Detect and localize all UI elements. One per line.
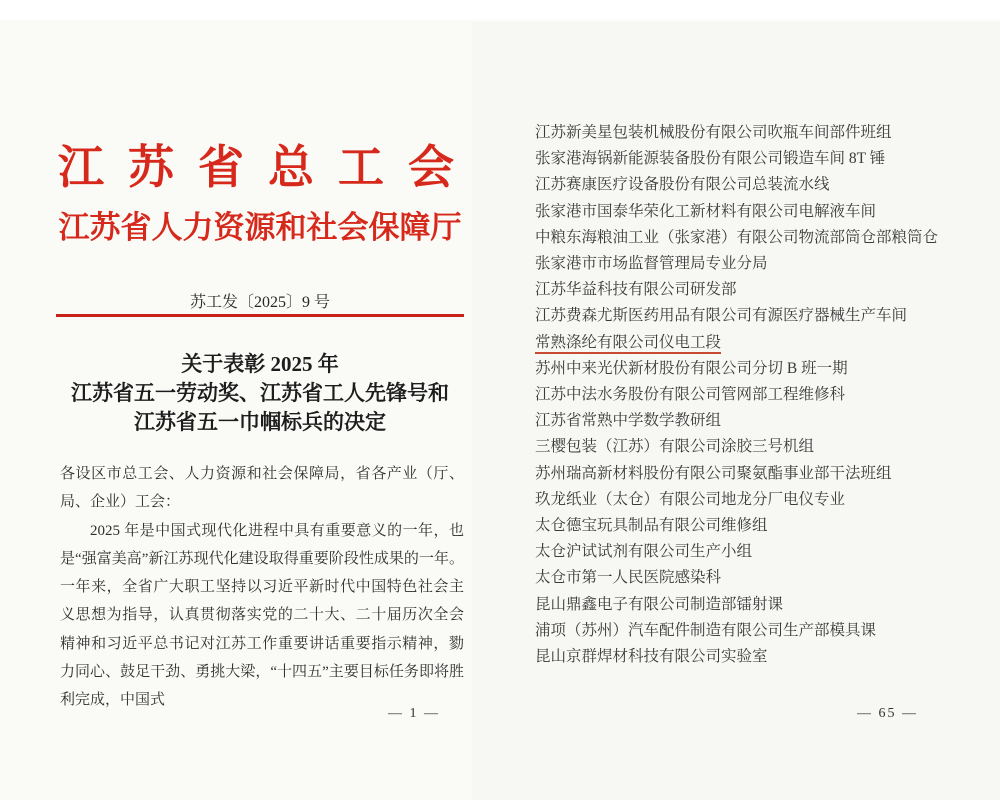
page-number-right: — 65 — bbox=[857, 706, 918, 721]
award-list-item-text: 中粮东海粮油工业（张家港）有限公司物流部筒仓部粮筒仓 bbox=[535, 228, 939, 246]
document-number: 苏工发〔2025〕9 号 bbox=[189, 294, 330, 311]
award-list-item-text: 张家港市国泰华荣化工新材料有限公司电解液车间 bbox=[535, 202, 877, 220]
award-list-item-text: 江苏华益科技有限公司研发部 bbox=[535, 281, 737, 299]
award-list-item-text: 江苏中法水务股份有限公司管网部工程维修科 bbox=[535, 386, 846, 404]
issuer-title-line2: 江苏省人力资源和社会保障厅 bbox=[58, 210, 462, 245]
document-title bbox=[40, 350, 480, 437]
award-list-item bbox=[535, 199, 985, 225]
award-list-item bbox=[535, 408, 985, 434]
document-title-line2: 江苏省五一劳动奖、江苏省工人先锋号和 bbox=[71, 381, 449, 405]
award-list-item bbox=[535, 146, 985, 172]
award-list-item bbox=[535, 356, 985, 382]
award-list-item bbox=[535, 592, 985, 618]
red-divider-line bbox=[56, 314, 464, 317]
document-title-line1: 关于表彰 2025 年 bbox=[181, 352, 339, 376]
award-list-item-text: 苏州瑞高新材料股份有限公司聚氨酯事业部干法班组 bbox=[535, 464, 892, 482]
award-list-item bbox=[535, 618, 985, 644]
award-list-item-text: 江苏新美星包装机械股份有限公司吹瓶车间部件班组 bbox=[535, 124, 892, 141]
award-list-item-text: 张家港海锅新能源装备股份有限公司锻造车间 8T 锤 bbox=[535, 150, 886, 168]
award-list-item bbox=[535, 539, 985, 565]
award-list-item bbox=[535, 172, 985, 198]
document-body bbox=[60, 460, 464, 715]
award-list-item-text: 江苏费森尤斯医药用品有限公司有源医疗器械生产车间 bbox=[535, 307, 908, 325]
award-list-item-text: 江苏省常熟中学数学教研组 bbox=[535, 412, 722, 430]
award-list-item-text: 常熟涤纶有限公司仪电工段 bbox=[535, 334, 721, 354]
award-list-item bbox=[535, 644, 985, 670]
award-list-item bbox=[535, 303, 985, 329]
award-list-item bbox=[535, 434, 985, 460]
award-list-item bbox=[535, 277, 985, 303]
award-unit-list bbox=[535, 120, 985, 670]
award-list-item-text: 玖龙纸业（太仓）有限公司地龙分厂电仪专业 bbox=[535, 490, 846, 508]
award-list-item bbox=[535, 251, 985, 277]
award-list-item-text: 江苏赛康医疗设备股份有限公司总装流水线 bbox=[535, 176, 830, 194]
document-title-line3: 江苏省五一巾帼标兵的决定 bbox=[134, 410, 386, 434]
award-list-item bbox=[535, 120, 985, 146]
award-list-item bbox=[535, 513, 985, 539]
award-list-item-text: 张家港市市场监督管理局专业分局 bbox=[535, 255, 768, 273]
award-list-item-text: 浦项（苏州）汽车配件制造有限公司生产部模具课 bbox=[535, 621, 877, 639]
award-list-item bbox=[535, 565, 985, 591]
page-number-left: — 1 — bbox=[388, 706, 440, 721]
award-list-item bbox=[535, 225, 985, 251]
award-list-item-text: 昆山鼎鑫电子有限公司制造部镭射课 bbox=[535, 595, 784, 613]
page-right bbox=[472, 22, 1000, 800]
award-list-item-text: 苏州中来光伏新材股份有限公司分切 B 班一期 bbox=[535, 359, 848, 377]
salutation: 各设区市总工会、人力资源和社会保障局，省各产业（厅、局、企业）工会： bbox=[60, 466, 464, 511]
award-list-item bbox=[535, 330, 985, 356]
award-list-item-text: 三樱包装（江苏）有限公司涂胶三号机组 bbox=[535, 438, 815, 456]
award-list-item bbox=[535, 382, 985, 408]
award-list-item-text: 太仓市第一人民医院感染科 bbox=[535, 569, 722, 587]
award-list-item bbox=[535, 487, 985, 513]
page-left bbox=[0, 22, 478, 800]
body-paragraph: 2025 年是中国式现代化进程中具有重要意义的一年，也是“强富美高”新江苏现代化建设取得重要阶段性成果的一年。一年来，全省广大职工坚持以习近平新时代中国特色社会主义思想为指导，认真贯彻落实党的二十大、二十届历次全会精神和习近平总书记对江苏工作重要讲话重要指示精神，勠力同心、鼓足干劲、勇挑大梁，“十四五”主要目标任务即将胜利完成，中国式 bbox=[60, 522, 464, 709]
issuer-title-line1: 江苏省总工会 bbox=[58, 142, 478, 193]
award-list-item-text: 太仓德宝玩具制品有限公司维修组 bbox=[535, 517, 768, 535]
award-list-item bbox=[535, 461, 985, 487]
award-list-item-text: 太仓沪试试剂有限公司生产小组 bbox=[535, 543, 753, 561]
award-list-item-text: 昆山京群焊材科技有限公司实验室 bbox=[535, 648, 768, 666]
